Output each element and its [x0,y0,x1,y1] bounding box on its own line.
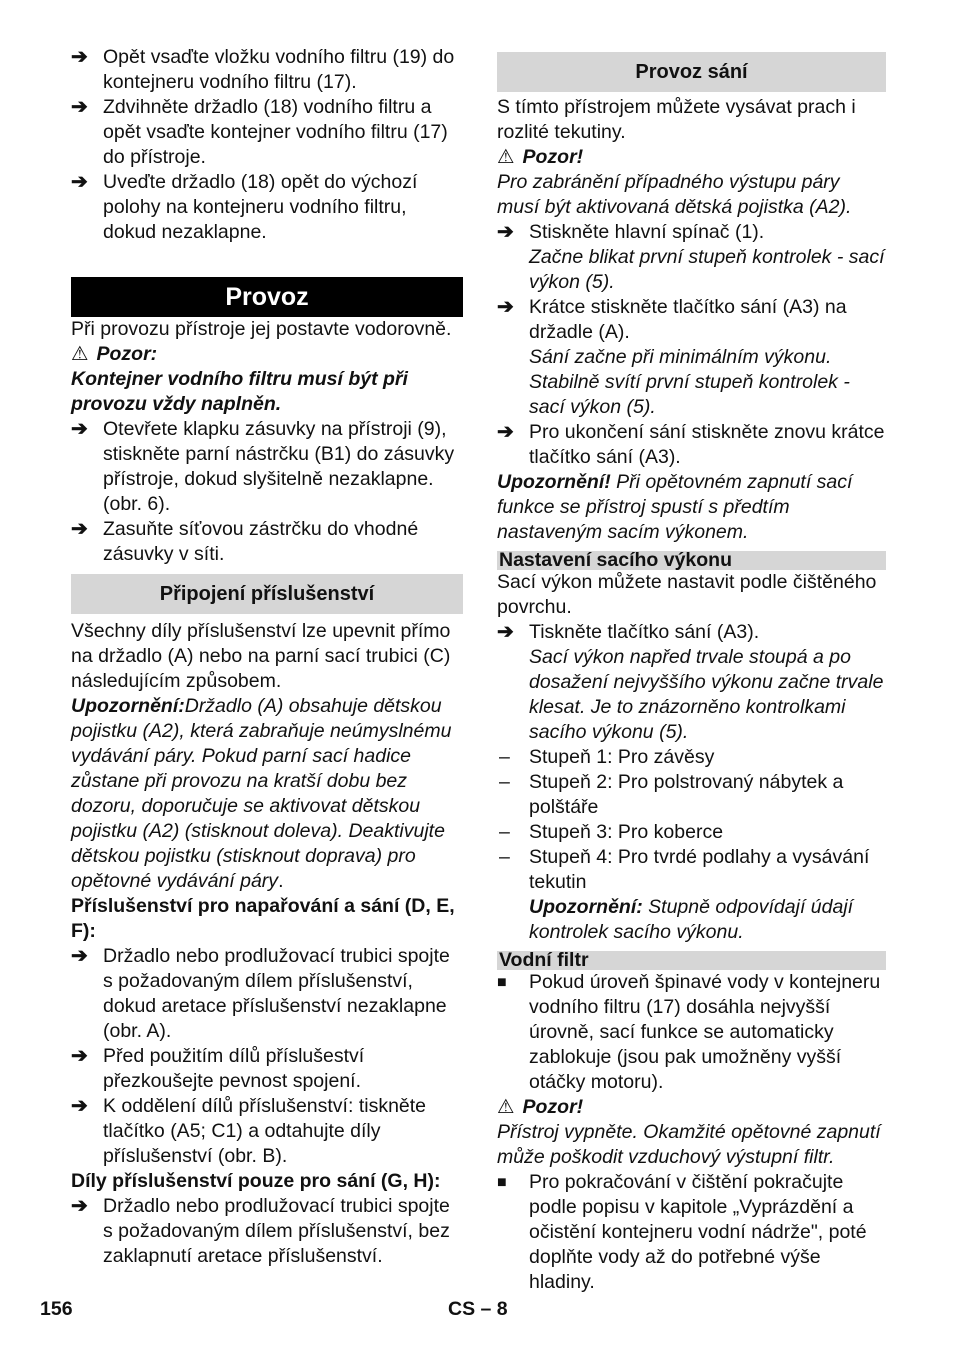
left-column [71,45,463,1269]
list-item-text: Uveďte držadlo (18) opět do výchozí polohy na kontejneru vodního filtru, dokud nezaklapne. [103,171,418,243]
list-item [71,170,463,245]
page-number: 156 [40,1298,73,1320]
warning-label: ⚠ Pozor! [497,146,584,168]
suction-heading: Díly příslušenství pouze pro sání (G, H): [71,1170,441,1192]
arrow-icon: ➔ [71,96,88,118]
step-result: Začne blikat první stupeň kontrolek - sací výkon (5). [529,246,885,293]
list-item [71,45,463,95]
list-item-text: Otevřete klapku zásuvky na přístroji (9), stiskněte parní nástrčku (B1) do zásuvky přístroje, dokud slyšitelně nezaklapne. (obr. 6). [103,418,455,515]
list-item-text: Opět vsaďte vložku vodního filtru (19) do kontejneru vodního filtru (17). [103,46,455,93]
arrow-icon: ➔ [497,621,514,643]
intro-text: S tímto přístrojem můžete vysávat prach i rozlité tekutiny. [497,96,856,143]
arrow-icon: ➔ [497,296,514,318]
dash-icon: – [499,771,510,793]
note-label: Upozornění! [497,471,611,493]
warning-label: ⚠ Pozor: [71,343,158,365]
step-text: Krátce stiskněte tlačítko sání (A3) na držadle (A). [529,296,847,343]
list-item [71,1094,463,1169]
sub-intro: Všechny díly příslušenství lze upevnit přímo na držadlo (A) nebo na parní sací trubici (C) následujícím způsobem. [71,620,451,692]
list-item [497,820,886,845]
list-item [497,770,886,820]
note-paragraph: Upozornění:Držadlo (A) obsahuje dětskou pojistku (A2), která zabraňuje neúmyslnému vydávání páry. Pokud parní sací hadice zůstane při provozu na kratší dobu bez dozoru, doporučuje se aktivovat dětskou pojistku (A2) (stisknout doleva). Deaktivujte dětskou pojistku (stisknout doprava) pro opětovné vydávání páry. [71,695,452,892]
section-title: Provoz [71,277,463,317]
list-item [71,517,463,567]
list-item-text: Zasuňte síťovou zástrčku do vhodné zásuvky v síti. [103,518,419,565]
intro-text: Při provozu přístroje jej postavte vodorovně. [71,318,452,340]
arrow-icon: ➔ [71,1095,88,1117]
note-text: Držadlo (A) obsahuje dětskou pojistku (A2), která zabraňuje neúmyslnému vydávání páry. Pokud parní sací hadice zůstane při provozu na kratší dobu bez dozoru, doporučuje se aktivovat dětskou pojistku (A2) (stisknout doleva). Deaktivujte dětskou pojistku (stisknout doprava) pro opětovné vydávání páry [71,695,452,892]
section-title-suction: Provoz sání [497,52,886,92]
note-text: Při opětovném zapnutí sací funkce se přístroj spustí s předtím nastaveným sacím výkonem. [497,471,853,543]
list-item-text: Před použitím dílů příslušeství přezkoušejte pevnost spojení. [103,1045,365,1092]
list-item [497,420,886,470]
arrow-icon: ➔ [71,46,88,68]
list-item [497,1170,886,1295]
warning-label: ⚠ Pozor! [497,1096,584,1118]
dash-icon: – [499,746,510,768]
level-text: Stupeň 2: Pro polstrovaný nábytek a polštáře [529,771,844,818]
list-item [497,970,886,1095]
dash-icon: – [499,821,510,843]
warning-text: Pro zabránění případného výstupu páry musí být aktivovaná dětská pojistka (A2). [497,171,852,218]
list-item [497,620,886,745]
arrow-icon: ➔ [71,945,88,967]
arrow-icon: ➔ [71,518,88,540]
arrow-icon: ➔ [497,221,514,243]
list-item [497,745,886,770]
warning-text: Přístroj vypněte. Okamžité opětovné zapnutí může poškodit vzduchový výstupní filtr. [497,1121,881,1168]
arrow-icon: ➔ [71,171,88,193]
warning-text: Kontejner vodního filtru musí být při provozu vždy naplněn. [71,368,408,415]
subsection-title: Nastavení sacího výkonu [497,551,886,570]
list-item-text: Pro pokračování v čištění pokračujte podle popisu v kapitole „Vyprázdění a očistění kontejneru vodní nádrže", poté doplňte vody až do potřebné výše hladiny. [529,1171,867,1293]
square-bullet-icon: ■ [497,974,507,991]
list-item-text: Držadlo nebo prodlužovací trubici spojte s požadovaným dílem příslušenství, dokud aretace příslušenství nezaklapne (obr. A). [103,945,450,1042]
sub-intro: Sací výkon můžete nastavit podle čištěného povrchu. [497,571,877,618]
levels-note: Upozornění: Stupně odpovídají údají kontrolek sacího výkonu. [529,896,854,943]
step-result: Sací výkon napřed trvale stoupá a po dosažení nejvyššího výkonu začne trvale klesat. Je to znázorněno kontrolkami sacího výkonu (5). [529,646,884,743]
list-item [497,220,886,295]
warning-icon: ⚠ [497,146,515,168]
step-text: Pro ukončení sání stiskněte znovu krátce tlačítko sání (A3). [529,421,885,468]
list-item [497,845,886,945]
list-item [71,1044,463,1094]
dash-icon: – [499,846,510,868]
arrow-icon: ➔ [71,1045,88,1067]
list-item-text: Pokud úroveň špinavé vody v kontejneru vodního filtru (17) dosáhla nejvyšší úrovně, sací funkce se automaticky zablokuje (jsou pak umožněny vyšší otáčky motoru). [529,971,881,1093]
steam-heading: Příslušenství pro napařování a sání (D, E, F): [71,895,455,942]
step-text: Stiskněte hlavní spínač (1). [529,221,765,243]
square-bullet-icon: ■ [497,1174,507,1191]
list-item [497,295,886,420]
note-paragraph [497,470,886,545]
list-item-text: Zdvihněte držadlo (18) vodního filtru a opět vsaďte kontejner vodního filtru (17) do přístroje. [103,96,448,168]
list-item [71,95,463,170]
arrow-icon: ➔ [497,421,514,443]
warning-icon: ⚠ [71,343,89,365]
list-item [71,417,463,517]
subsection-title: Připojení příslušenství [71,574,463,614]
section-footer: CS – 8 [448,1298,508,1320]
level-text: Stupeň 3: Pro koberce [529,821,724,843]
subsection-title: Vodní filtr [497,951,886,970]
list-item [71,944,463,1044]
note-label: Upozornění: [71,695,185,717]
list-item [71,1194,463,1269]
level-text: Stupeň 4: Pro tvrdé podlahy a vysávání tekutin [529,846,870,893]
level-text: Stupeň 1: Pro závěsy [529,746,715,768]
arrow-icon: ➔ [71,1195,88,1217]
step-text: Tiskněte tlačítko sání (A3). [529,621,760,643]
warning-icon: ⚠ [497,1096,515,1118]
arrow-icon: ➔ [71,418,88,440]
list-item-text: K oddělení dílů příslušenství: tiskněte tlačítko (A5; C1) a odtahujte díly příslušenství (obr. B). [103,1095,427,1167]
step-result: Sání začne při minimálním výkonu. Stabilně svítí první stupeň kontrolek - sací výkon (5). [529,346,850,418]
right-column [497,52,886,1295]
list-item-text: Držadlo nebo prodlužovací trubici spojte s požadovaným dílem příslušenství, bez zaklapnutí aretace příslušenství. [103,1195,450,1267]
